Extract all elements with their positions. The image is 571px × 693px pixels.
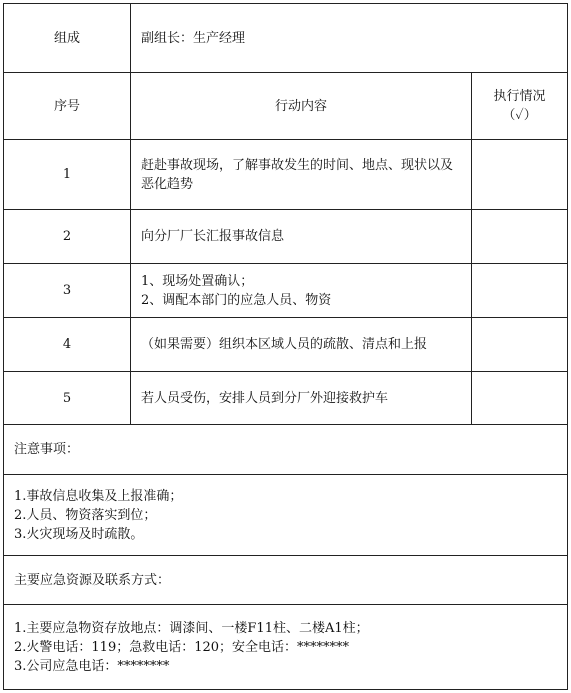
resources-list <box>4 605 568 690</box>
row-action <box>131 318 472 372</box>
col-header-seq: 序号 <box>4 73 131 140</box>
col-header-status <box>472 73 568 140</box>
resource-item: 2.火警电话：119；急救电话：120；安全电话：******** <box>14 639 350 655</box>
note-item: 3.火灾现场及时疏散。 <box>14 526 144 542</box>
action-line: 向分厂厂长汇报事故信息 <box>141 229 285 244</box>
action-line: 赶赴事故现场，了解事故发生的时间、地点、现状以及 <box>141 157 454 173</box>
row-status-cell[interactable] <box>472 372 568 425</box>
notes-title-row <box>4 425 568 475</box>
table-row <box>4 318 568 372</box>
col-header-action: 行动内容 <box>131 73 472 140</box>
row-action <box>131 210 472 264</box>
header-row <box>4 73 568 140</box>
resource-item: 3.公司应急电话：******** <box>14 658 170 674</box>
resource-item: 1.主要应急物资存放地点：调漆间、一楼F11柱、二楼A1柱； <box>14 620 369 636</box>
action-line: 若人员受伤，安排人员到分厂外迎接救护车 <box>141 390 389 406</box>
action-line: （如果需要）组织本区域人员的疏散、清点和上报 <box>141 337 428 352</box>
row-seq: 3 <box>4 264 131 318</box>
row-status-cell[interactable] <box>472 264 568 318</box>
notes-list <box>4 475 568 556</box>
row-status-cell[interactable] <box>472 140 568 210</box>
row-seq: 5 <box>4 372 131 425</box>
status-header-line1: 执行情况 <box>493 89 546 104</box>
status-header-line2: （✓） <box>502 108 537 123</box>
row-status-cell[interactable] <box>472 318 568 372</box>
row-action <box>131 264 472 318</box>
notes-body-row <box>4 475 568 556</box>
row-seq: 2 <box>4 210 131 264</box>
action-line: 2、调配本部门的应急人员、物资 <box>141 292 332 308</box>
resources-body-row <box>4 605 568 690</box>
table-row <box>4 210 568 264</box>
notes-title: 注意事项： <box>4 425 568 475</box>
table-row <box>4 264 568 318</box>
note-item: 2.人员、物资落实到位； <box>14 507 157 523</box>
action-line: 恶化趋势 <box>141 176 194 192</box>
row-action <box>131 140 472 210</box>
table-row <box>4 140 568 210</box>
resources-title-row <box>4 556 568 605</box>
row-seq: 4 <box>4 318 131 372</box>
row-status-cell[interactable] <box>472 210 568 264</box>
action-line: 1、现场处置确认； <box>141 273 254 289</box>
row-seq: 1 <box>4 140 131 210</box>
group-value: 副组长：生产经理 <box>131 4 568 73</box>
group-row <box>4 4 568 73</box>
emergency-action-table <box>3 3 568 690</box>
table-row <box>4 372 568 425</box>
note-item: 1.事故信息收集及上报准确； <box>14 488 183 504</box>
group-label: 组成 <box>4 4 131 73</box>
row-action <box>131 372 472 425</box>
resources-title: 主要应急资源及联系方式： <box>4 556 568 605</box>
